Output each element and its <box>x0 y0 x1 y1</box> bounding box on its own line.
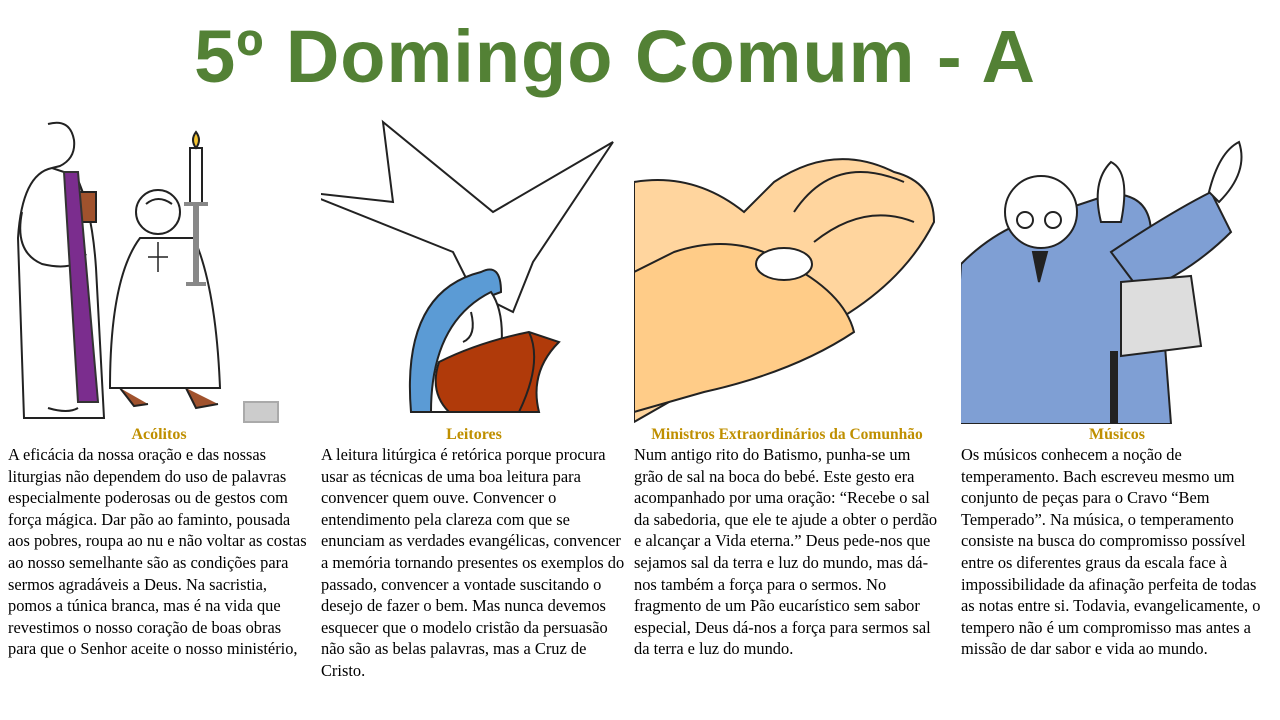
section-leitores <box>321 112 627 682</box>
section-text: Num antigo rito do Batismo, punha-se um grão de sal na boca do bebé. Este gesto era acompanhado por uma oração: “Recebe o sal da sabedoria, que ele te ajude a obter o perdão e alcançar a Vida eterna.” Deus pede-nos que sejamos sal da terra e luz do mundo, mas dá-nos também a força para o sermos. No fragmento de um Pão eucarístico sem sabor especial, Deus dá-nos a força para sermos sal da terra e luz do mundo. <box>634 445 938 659</box>
section-text: A eficácia da nossa oração e das nossas liturgias não dependem do uso de palavras especialmente poderosas ou de gestos com força mágica. Dar pão ao faminto, pousada aos pobres, roupa ao nu e não voltar as costas ao nosso semelhante são as condições para sermos agradáveis a Deus. Na sacristia, pomos a túnica branca, mas é na vida que revestimos o nosso coração de boas obras para que o Senhor aceite o nosso ministério, <box>8 445 307 659</box>
hands-receiving-host-illustration <box>634 112 940 424</box>
section-acolitos <box>8 112 310 660</box>
section-ministros <box>634 112 940 660</box>
choir-conductor-illustration <box>961 112 1273 424</box>
section-heading: Músicos <box>1089 426 1145 443</box>
section-text: A leitura litúrgica é retórica porque procura usar as técnicas de uma boa leitura para convencer quem ouve. Convencer o entendimento pela clareza com que se enunciam as verdades evangélicas, convencer a memória tornando presentes os exemplos do passado, convencer a vontade suscitando o desejo de fazer o bem. Mas nunca devemos esquecer que o modelo cristão da persuasão não são as belas palavras, mas a Cruz de Cristo. <box>321 445 625 680</box>
section-heading: Acólitos <box>131 426 187 443</box>
page-title: 5º Domingo Comum - A <box>194 15 1036 98</box>
altar-servers-illustration <box>8 112 280 424</box>
section-heading: Ministros Extraordinários da Comunhão <box>651 426 923 443</box>
section-text: Os músicos conhecem a noção de temperamento. Bach escreveu mesmo um conjunto de peças para o Cravo “Bem Temperado”. Na música, o temperamento consiste na busca do compromisso possível entre os diferentes graus da escala face à impossibilidade da afinação perfeita de todas as notas entre si. Todavia, evangelicamente, o tempero não é um compromisso mas antes a missão de dar sabor e vida ao mundo. <box>961 445 1261 659</box>
reader-with-dove-illustration <box>321 112 627 424</box>
section-heading: Leitores <box>446 426 502 443</box>
section-musicos <box>961 112 1273 660</box>
